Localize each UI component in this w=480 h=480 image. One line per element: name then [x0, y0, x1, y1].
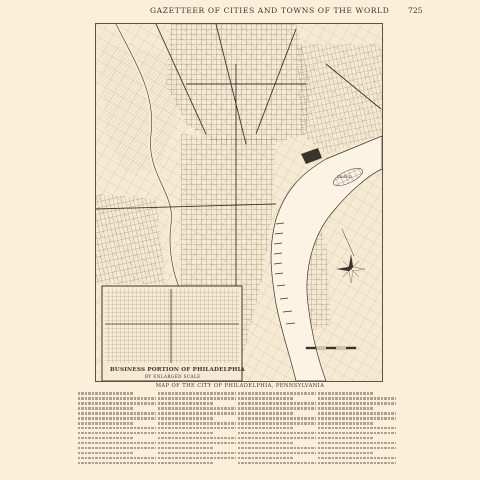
- page-header-title: GAZETTEER OF CITIES AND TOWNS OF THE WORLD: [150, 6, 390, 15]
- index-entry: [78, 412, 156, 415]
- index-entry: [238, 447, 316, 450]
- index-entry: [78, 417, 156, 420]
- index-entry: [318, 392, 373, 395]
- index-entry: [158, 397, 236, 400]
- index-entry: [318, 402, 396, 405]
- index-entry: [78, 392, 133, 395]
- index-entry: [158, 447, 213, 450]
- index-entry: [158, 427, 236, 430]
- index-entry: [318, 452, 373, 455]
- index-entry: [78, 432, 156, 435]
- index-column-2: [158, 392, 236, 470]
- index-entry: [238, 442, 293, 445]
- gazetteer-index: [78, 392, 388, 472]
- index-entry: [78, 442, 156, 445]
- scale-bar: [306, 347, 356, 349]
- index-entry: [238, 457, 293, 460]
- index-entry: [158, 407, 236, 410]
- index-entry: [78, 407, 133, 410]
- index-entry: [238, 462, 316, 465]
- index-entry: [318, 432, 396, 435]
- index-entry: [238, 392, 316, 395]
- map-frame: [95, 23, 383, 382]
- city-map: [96, 24, 382, 381]
- index-entry: [158, 392, 236, 395]
- index-entry: [78, 447, 156, 450]
- index-entry: [78, 437, 133, 440]
- index-entry: [238, 397, 293, 400]
- index-entry: [238, 412, 293, 415]
- index-column-1: [78, 392, 156, 470]
- index-entry: [78, 397, 156, 400]
- index-entry: [158, 457, 236, 460]
- index-entry: [158, 442, 236, 445]
- index-entry: [318, 422, 373, 425]
- index-entry: [78, 427, 156, 430]
- index-entry: [318, 447, 396, 450]
- index-column-4: [318, 392, 396, 470]
- index-entry: [238, 437, 316, 440]
- index-entry: [78, 457, 156, 460]
- page-header: [0, 6, 480, 20]
- index-entry: [318, 397, 396, 400]
- index-entry: [158, 462, 213, 465]
- index-entry: [78, 462, 156, 465]
- map-caption: MAP OF THE CITY OF PHILADELPHIA, PENNSYLVANIA: [155, 383, 325, 389]
- index-entry: [238, 422, 316, 425]
- index-entry: [318, 407, 373, 410]
- index-entry: [158, 422, 236, 425]
- index-entry: [158, 437, 236, 440]
- index-entry: [78, 402, 156, 405]
- index-entry: [238, 417, 316, 420]
- index-entry: [318, 437, 373, 440]
- index-entry: [238, 432, 316, 435]
- index-entry: [158, 432, 213, 435]
- index-entry: [318, 417, 396, 420]
- island-label: ISLAND: [337, 175, 352, 179]
- inset-title: BUSINESS PORTION OF PHILADELPHIA: [110, 367, 245, 373]
- index-entry: [158, 417, 213, 420]
- index-entry: [238, 407, 316, 410]
- index-column-3: [238, 392, 316, 470]
- index-entry: [78, 422, 133, 425]
- index-entry: [318, 427, 396, 430]
- index-entry: [78, 452, 133, 455]
- index-entry: [158, 452, 236, 455]
- page-number: 725: [408, 6, 423, 15]
- index-entry: [318, 457, 396, 460]
- index-entry: [238, 427, 293, 430]
- index-entry: [238, 452, 316, 455]
- index-entry: [318, 442, 396, 445]
- index-entry: [158, 412, 236, 415]
- index-entry: [318, 462, 396, 465]
- index-entry: [158, 402, 213, 405]
- index-entry: [318, 412, 396, 415]
- inset-subtitle: BY ENLARGED SCALE: [145, 374, 201, 379]
- index-entry: [238, 402, 316, 405]
